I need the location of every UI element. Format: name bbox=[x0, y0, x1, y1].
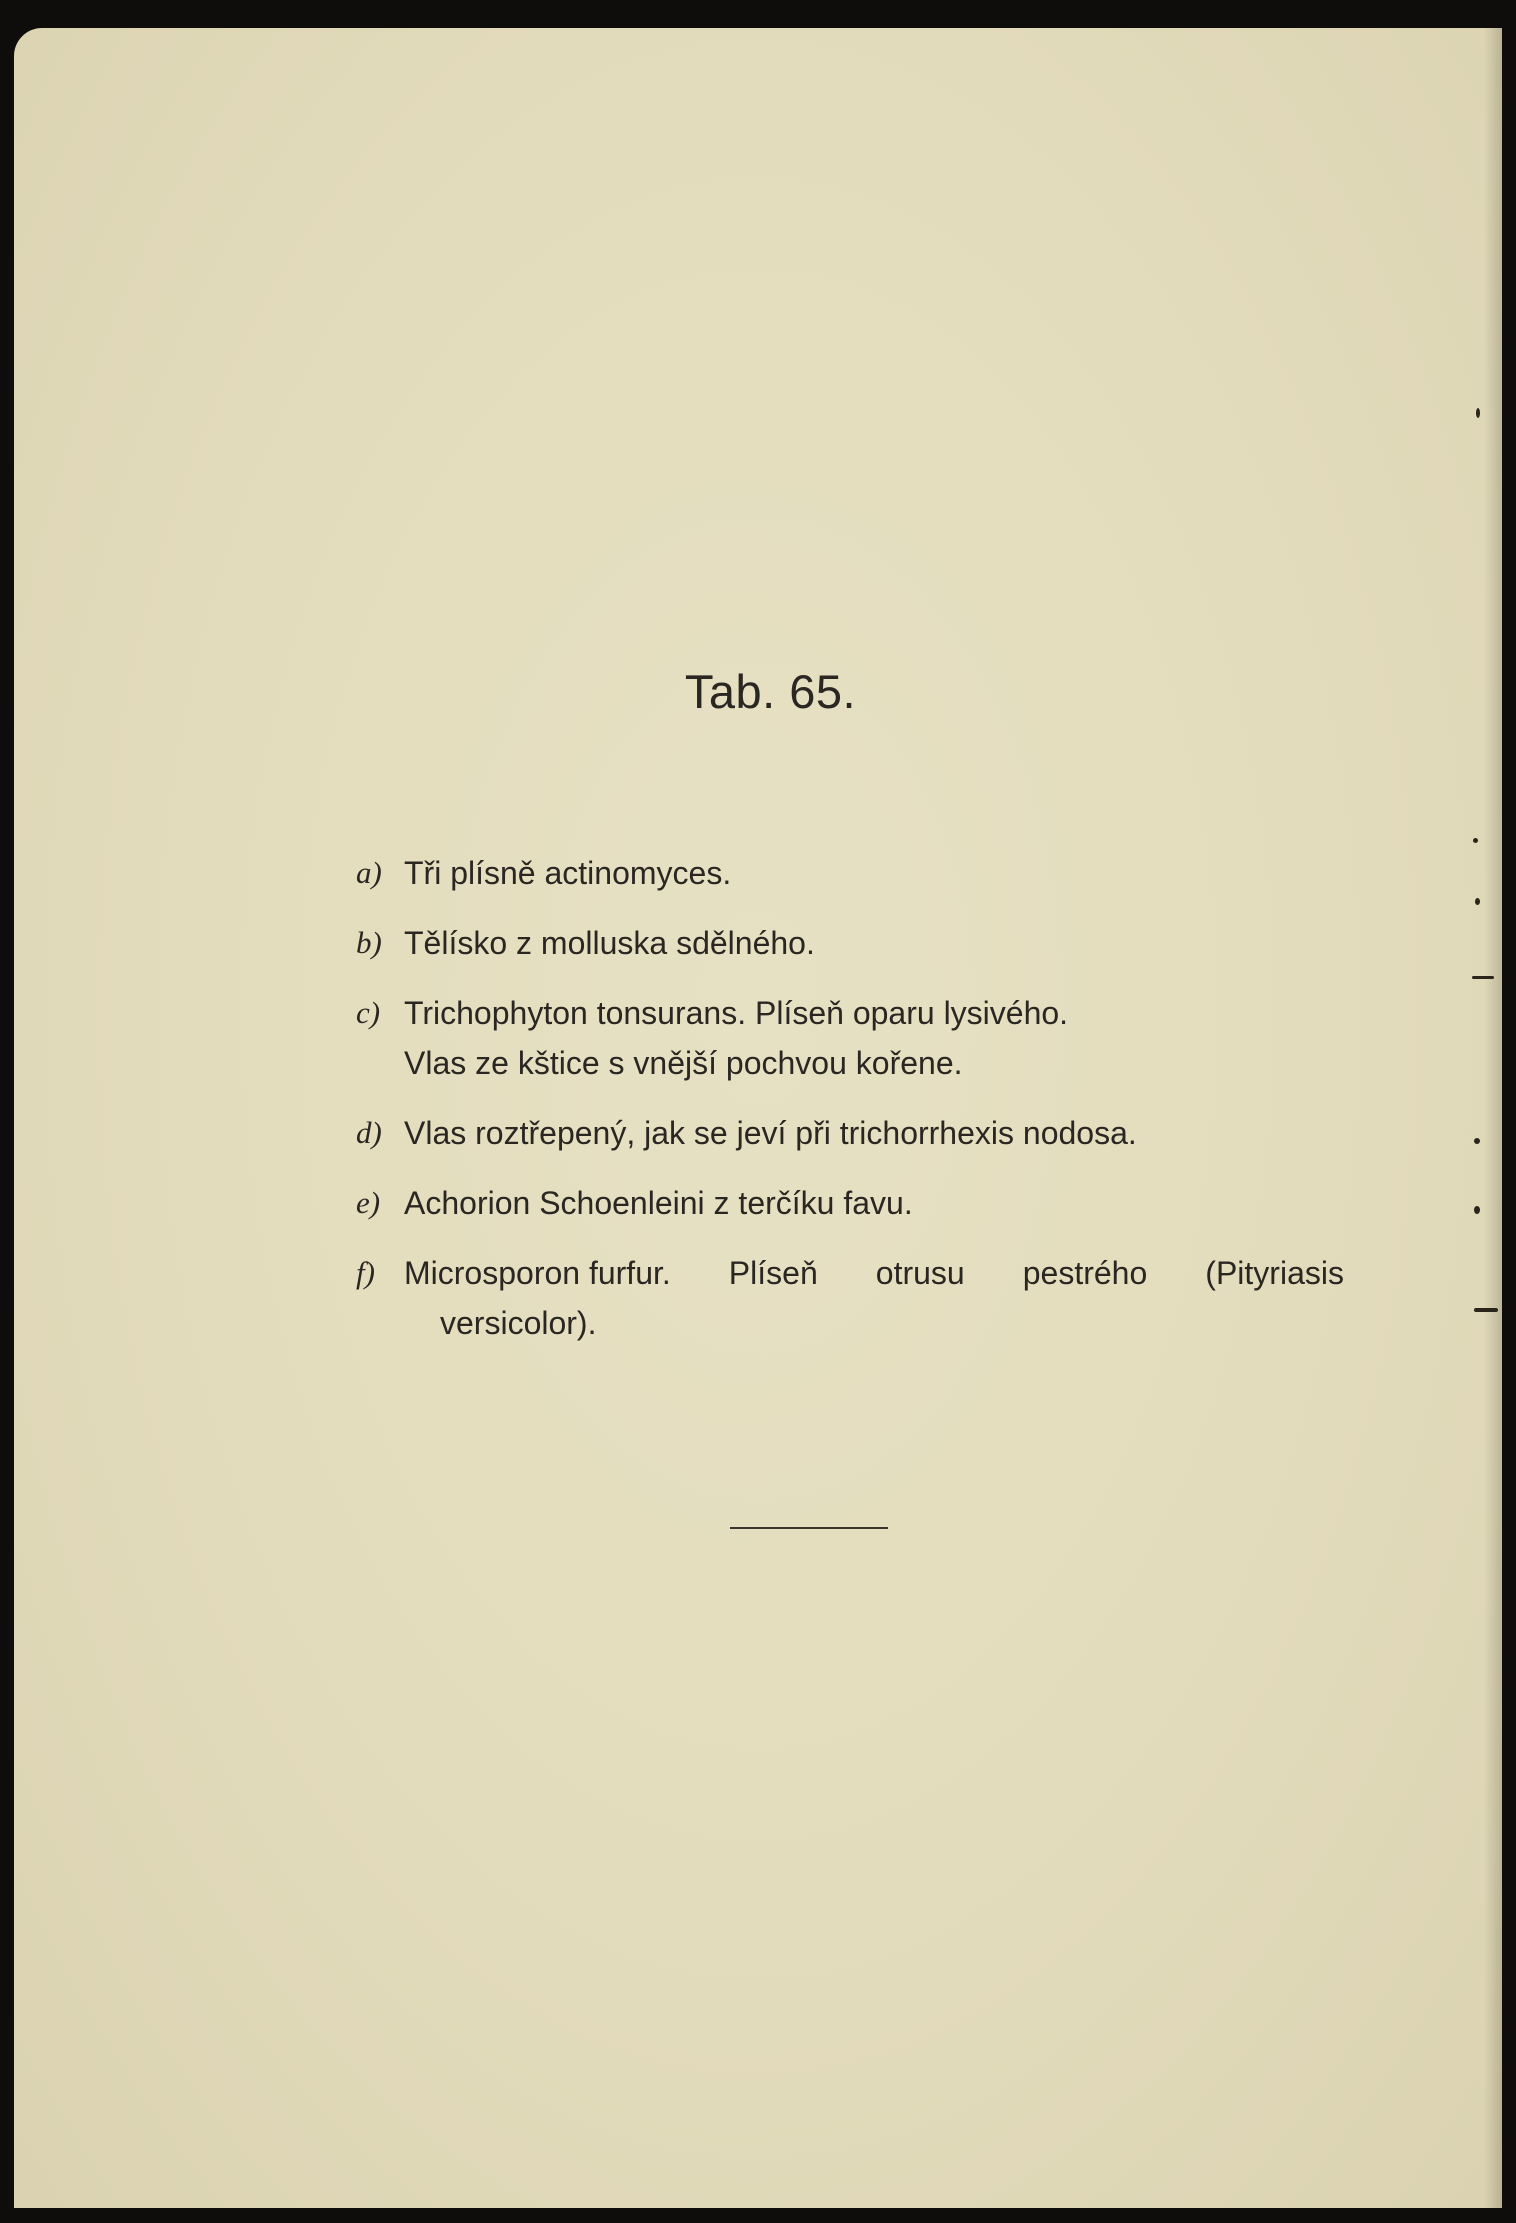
item-text: Tělísko z molluska sdělného. bbox=[404, 925, 815, 961]
page-speck bbox=[1474, 1308, 1498, 1312]
caption-list bbox=[346, 848, 1366, 1368]
page-speck bbox=[1474, 1138, 1480, 1144]
closing-rule bbox=[730, 1527, 888, 1529]
item-text-continuation: Vlas ze kštice s vnější pochvou kořene. bbox=[404, 1045, 963, 1081]
item-text-continuation: versicolor). bbox=[440, 1305, 597, 1341]
item-letter: b) bbox=[356, 925, 382, 960]
item-letter: a) bbox=[356, 855, 382, 890]
item-text-part: Microsporon furfur. bbox=[404, 1255, 671, 1291]
item-text-part: pestrého bbox=[1022, 1255, 1148, 1291]
item-letter: f) bbox=[356, 1255, 375, 1290]
item-text-part: otrusu bbox=[875, 1255, 965, 1291]
page-edge-shadow bbox=[1484, 28, 1502, 2208]
caption-item-b bbox=[346, 918, 1366, 968]
item-text: Trichophyton tonsurans. Plíseň oparu lysivého. bbox=[404, 995, 1069, 1031]
item-letter: d) bbox=[356, 1115, 382, 1150]
caption-item-d bbox=[346, 1108, 1366, 1158]
item-letter: c) bbox=[356, 995, 381, 1030]
page-speck bbox=[1475, 898, 1480, 905]
item-text-part: (Pityriasis bbox=[1205, 1255, 1344, 1291]
item-text-part: Plíseň bbox=[728, 1255, 818, 1291]
item-text: Tři plísně actinomyces. bbox=[404, 855, 732, 891]
caption-item-c bbox=[346, 988, 1366, 1088]
page-speck bbox=[1472, 976, 1494, 979]
caption-item-a bbox=[346, 848, 1366, 898]
caption-item-e bbox=[346, 1178, 1366, 1228]
caption-item-f bbox=[346, 1248, 1366, 1348]
item-letter: e) bbox=[356, 1185, 381, 1220]
page-speck bbox=[1474, 1206, 1480, 1214]
book-page bbox=[14, 28, 1502, 2208]
page-speck bbox=[1473, 838, 1478, 843]
item-text: Achorion Schoenleini z terčíku favu. bbox=[404, 1185, 913, 1221]
page-speck bbox=[1476, 408, 1480, 418]
page-title: Tab. 65. bbox=[684, 665, 857, 718]
item-text: Vlas roztřepený, jak se jeví při trichorrhexis nodosa. bbox=[404, 1115, 1137, 1151]
item-text bbox=[404, 1248, 1344, 1298]
